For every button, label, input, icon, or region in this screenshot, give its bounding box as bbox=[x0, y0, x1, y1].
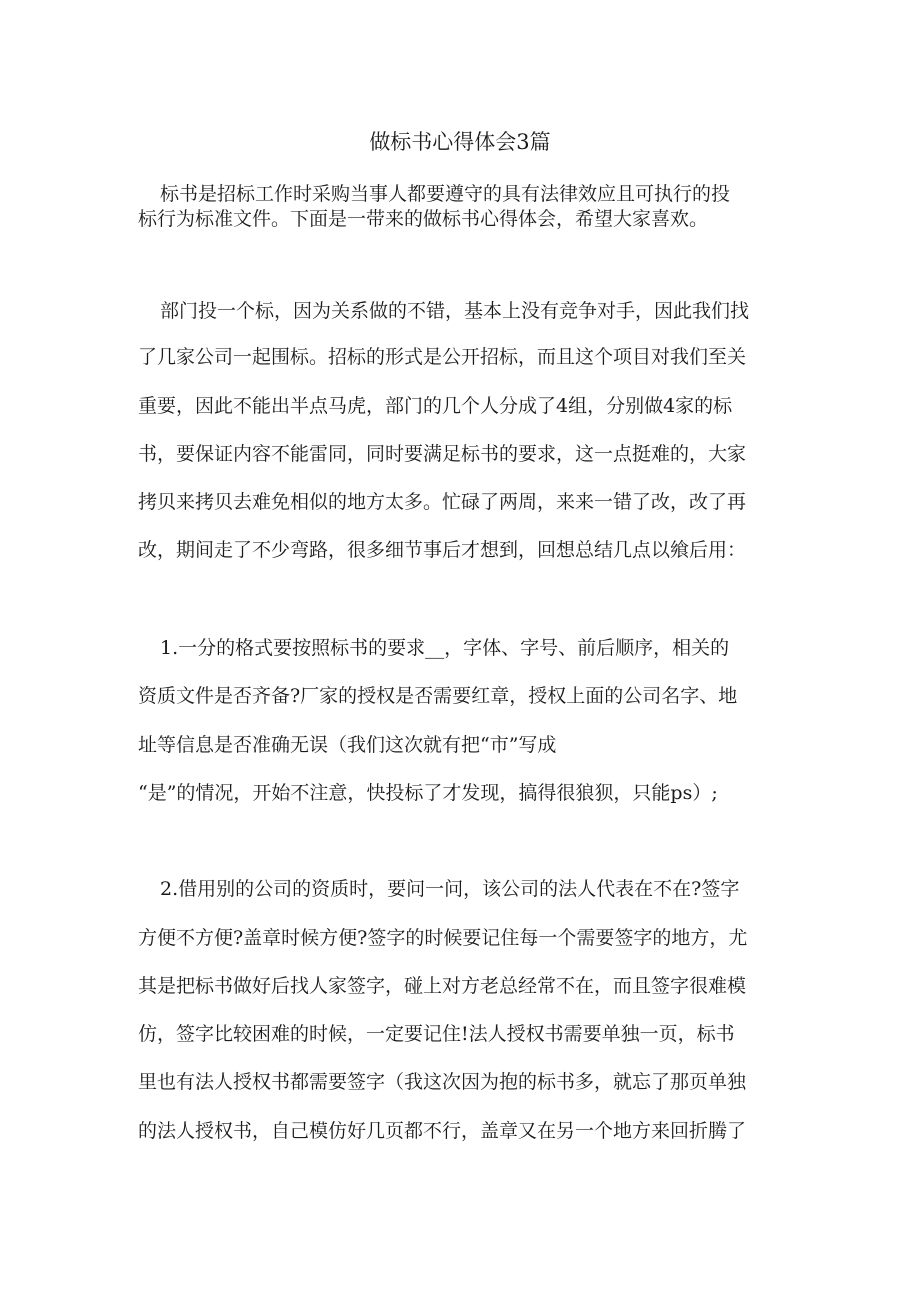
item-1-line-4: “是”的情况，开始不注意，快投标了才发现，搞得很狼狈，只能ps）; bbox=[138, 782, 718, 804]
intro-line-2: 标行为标准文件。下面是一带来的做标书心得体会，希望大家喜欢。 bbox=[138, 208, 709, 230]
paragraph-1-line-2: 了几家公司一起围标。招标的形式是公开招标，而且这个项目对我们至关 bbox=[138, 346, 747, 368]
paragraph-1-line-5: 拷贝来拷贝去难免相似的地方太多。忙碌了两周，来来一错了改，改了再 bbox=[138, 491, 747, 513]
item-2-line-2: 方便不方便?盖章时候方便?签字的时候要记住每一个需要签字的地方，尤 bbox=[138, 927, 748, 949]
item-1-line-3: 址等信息是否准确无误（我们这次就有把“市”写成 bbox=[138, 734, 557, 756]
paragraph-1-line-1: 部门投一个标，因为关系做的不错，基本上没有竞争对手，因此我们找 bbox=[160, 300, 750, 322]
item-2-line-5: 里也有法人授权书都需要签字（我这次因为抱的标书多，就忘了那页单独 bbox=[138, 1071, 747, 1093]
item-2-line-1: 2.借用别的公司的资质时，要问一问，该公司的法人代表在不在?签字 bbox=[160, 878, 740, 900]
item-2-line-3: 其是把标书做好后找人家签字，碰上对方老总经常不在，而且签字很难模 bbox=[138, 975, 747, 997]
paragraph-1-line-6: 改，期间走了不少弯路，很多细节事后才想到，回想总结几点以飨后用： bbox=[138, 539, 747, 561]
item-2-line-6: 的法人授权书，自己模仿好几页都不行，盖章又在另一个地方来回折腾了 bbox=[138, 1120, 747, 1142]
item-1-line-2: 资质文件是否齐备?厂家的授权是否需要红章，授权上面的公司名字、地 bbox=[138, 685, 738, 707]
paragraph-1-line-3: 重要，因此不能出半点马虎，部门的几个人分成了4组，分别做4家的标 bbox=[138, 395, 733, 417]
intro-line-1: 标书是招标工作时采购当事人都要遵守的具有法律效应且可执行的投 bbox=[160, 183, 731, 205]
document-title: 做标书心得体会3篇 bbox=[369, 130, 551, 154]
item-2-line-4: 仿，签字比较困难的时候，一定要记住!法人授权书需要单独一页，标书 bbox=[138, 1023, 735, 1045]
item-1-line-1: 1.一分的格式要按照标书的要求__，字体、字号、前后顺序，相关的 bbox=[160, 637, 730, 659]
paragraph-1-line-4: 书，要保证内容不能雷同，同时要满足标书的要求，这一点挺难的，大家 bbox=[138, 443, 747, 465]
